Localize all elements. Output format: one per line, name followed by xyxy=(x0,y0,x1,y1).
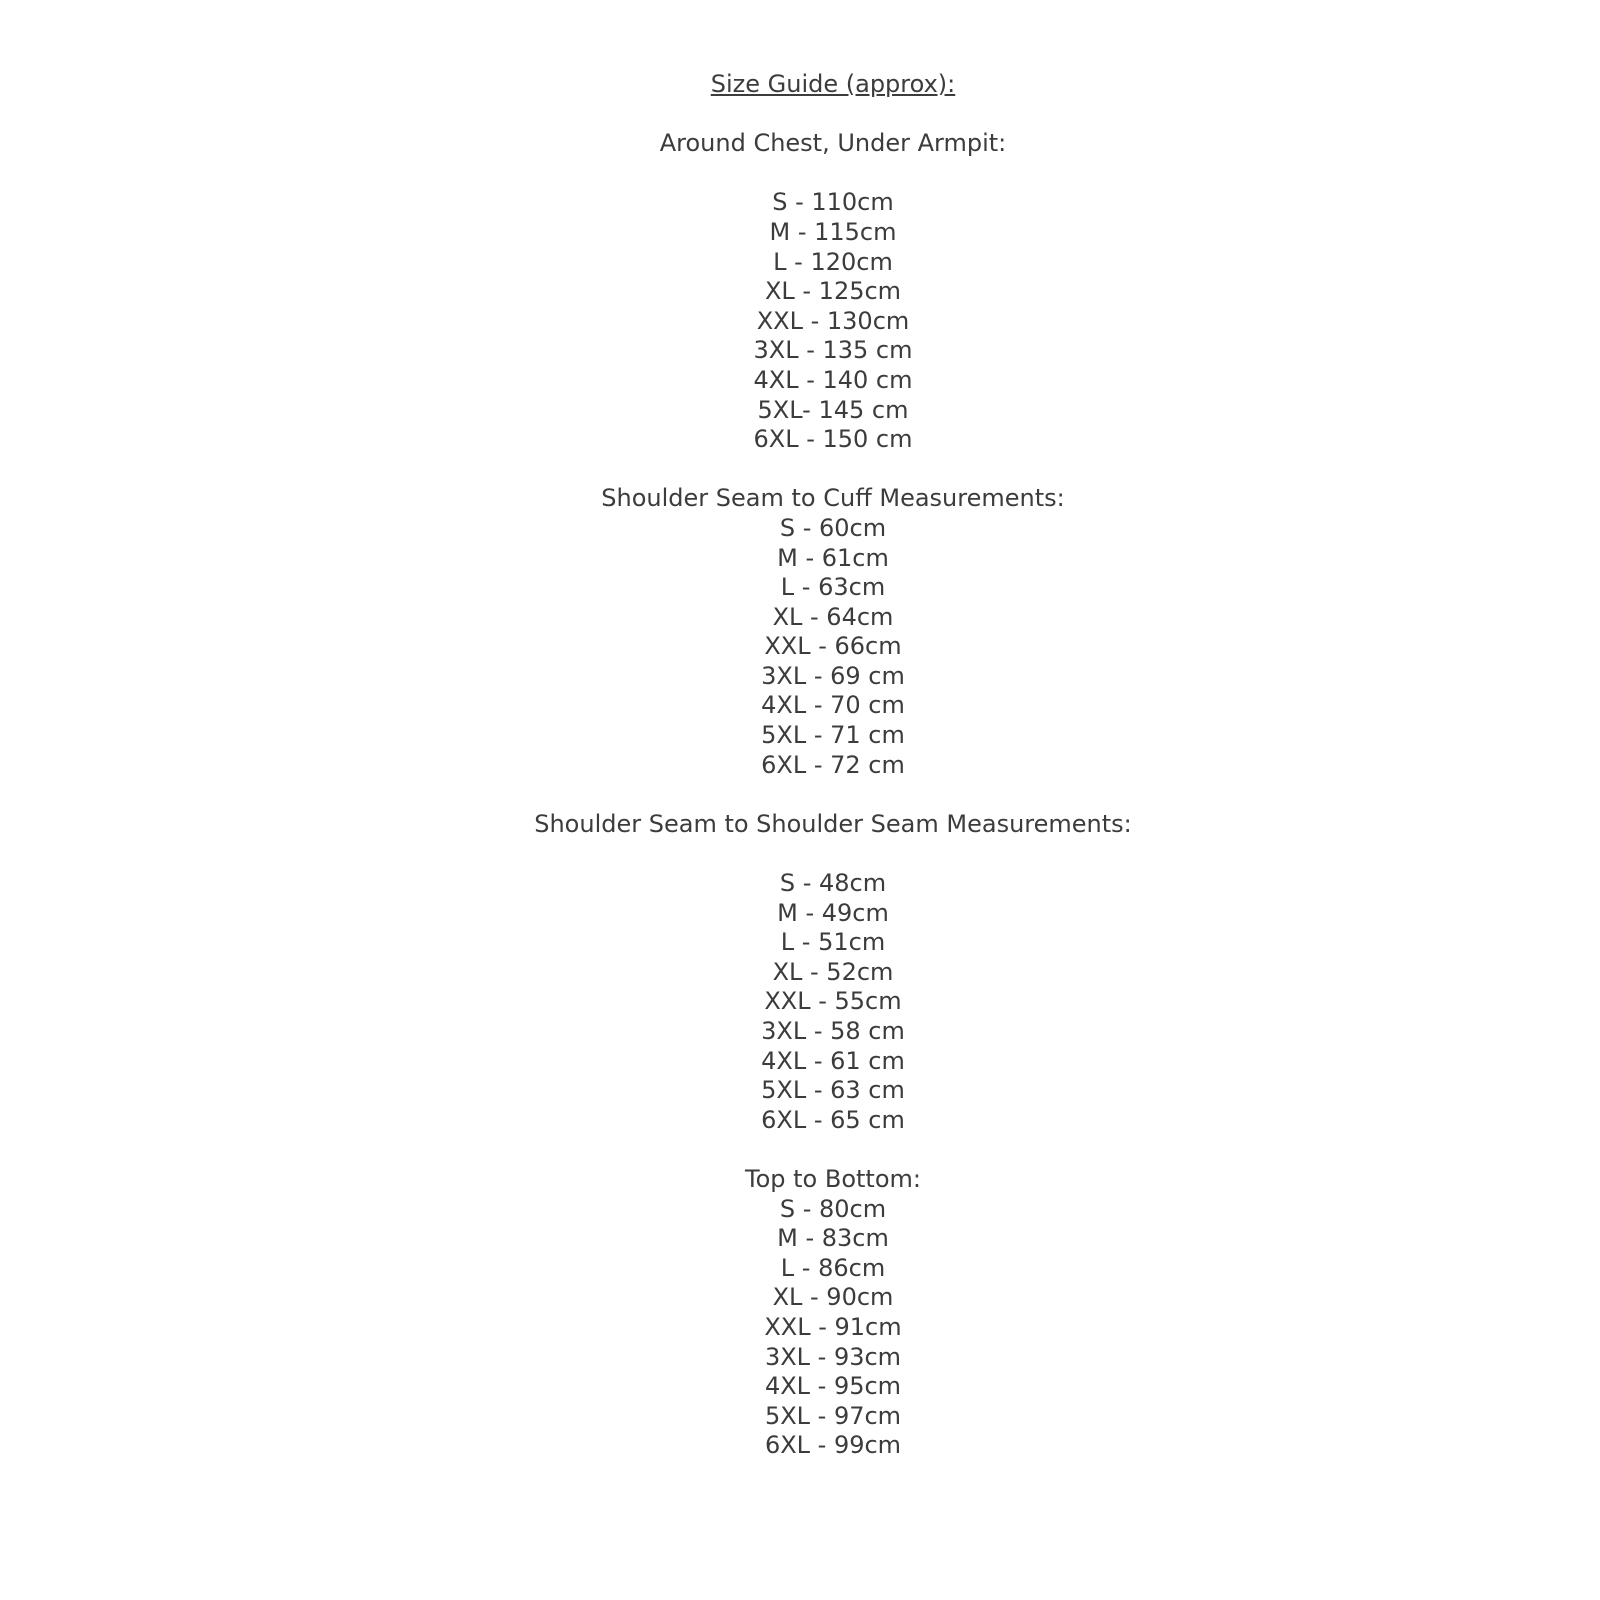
size-line: 6XL - 72 cm xyxy=(761,750,905,779)
size-line: 5XL - 71 cm xyxy=(761,721,905,750)
size-line: XL - 64cm xyxy=(772,602,894,631)
size-line: M - 83cm xyxy=(777,1224,889,1253)
size-line: 5XL- 145 cm xyxy=(757,395,909,424)
size-line: XXL - 55cm xyxy=(764,987,902,1016)
page-title: Size Guide (approx): xyxy=(710,70,956,98)
size-line: 5XL - 97cm xyxy=(764,1401,902,1430)
size-line: XL - 52cm xyxy=(772,957,894,986)
size-line: 3XL - 58 cm xyxy=(761,1017,905,1045)
section-heading: Shoulder Seam to Cuff Measurements: xyxy=(601,484,1065,513)
size-line: 6XL - 150 cm xyxy=(753,425,913,454)
size-line: M - 49cm xyxy=(777,898,889,927)
section-top-to-bottom xyxy=(66,1165,1600,1461)
size-line: 4XL - 95cm xyxy=(764,1372,902,1401)
section-shoulder-to-cuff xyxy=(66,484,1600,780)
size-line: 6XL - 65 cm xyxy=(761,1105,905,1134)
size-line: XXL - 66cm xyxy=(764,632,902,661)
size-line: 3XL - 69 cm xyxy=(761,661,905,690)
size-line: M - 115cm xyxy=(769,217,897,246)
size-line: XXL - 91cm xyxy=(764,1312,902,1341)
size-line: S - 48cm xyxy=(779,869,887,898)
section-heading: Top to Bottom: xyxy=(745,1164,921,1193)
section-shoulder-to-shoulder xyxy=(66,810,1600,1136)
size-line: 3XL - 135 cm xyxy=(753,336,913,365)
size-line: 4XL - 140 cm xyxy=(753,365,913,394)
size-line: 5XL - 63 cm xyxy=(761,1076,905,1105)
section-around-chest xyxy=(66,129,1600,455)
section-heading: Around Chest, Under Armpit: xyxy=(659,129,1007,158)
size-line: 4XL - 61 cm xyxy=(761,1046,905,1075)
size-line: 6XL - 99cm xyxy=(764,1431,902,1460)
size-line: XXL - 130cm xyxy=(756,306,910,335)
size-line: M - 61cm xyxy=(777,543,889,572)
size-line: 4XL - 70 cm xyxy=(761,691,905,720)
size-line: S - 80cm xyxy=(779,1194,887,1223)
size-line: XL - 90cm xyxy=(772,1283,894,1312)
size-line: L - 63cm xyxy=(780,573,886,602)
size-line: L - 120cm xyxy=(773,247,893,276)
size-line: S - 110cm xyxy=(772,188,894,217)
section-heading: Shoulder Seam to Shoulder Seam Measurements: xyxy=(534,809,1132,838)
size-line: XL - 125cm xyxy=(764,277,902,306)
size-line: 3XL - 93cm xyxy=(764,1342,902,1371)
size-line: S - 60cm xyxy=(779,513,887,542)
size-line: L - 51cm xyxy=(780,928,886,957)
size-line: L - 86cm xyxy=(780,1253,886,1282)
